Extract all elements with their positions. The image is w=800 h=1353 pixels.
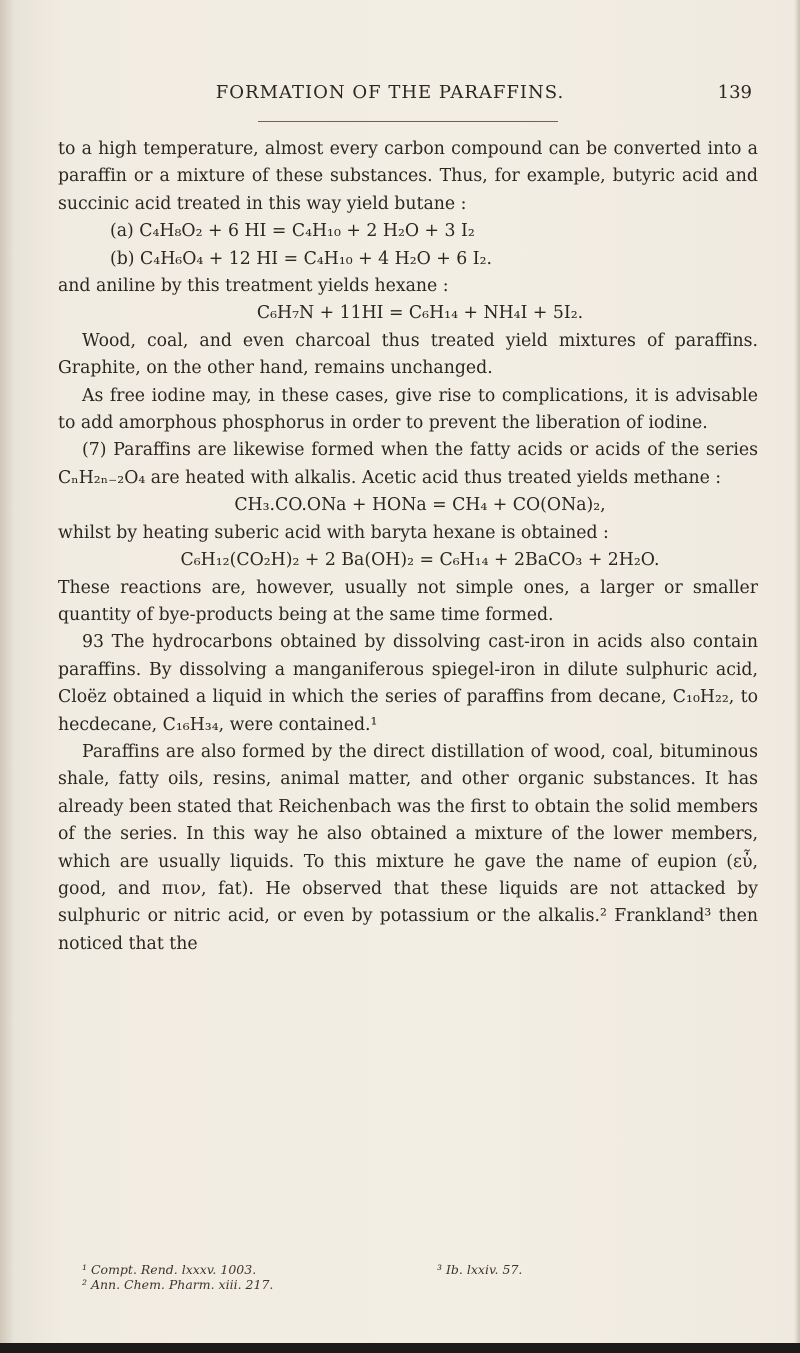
equation-d: CH₃.CO.ONa + HONa = CH₄ + CO(ONa)₂, [234, 495, 606, 516]
equation-a: (a) C₄H₈O₂ + 6 HI = C₄H₁₀ + 2 H₂O + 3 I₂ [110, 221, 475, 242]
header-rule [258, 121, 558, 122]
page-gutter-shadow [0, 0, 14, 1353]
footnote-3: ³ Ib. lxxiv. 57. [437, 1262, 523, 1277]
footnotes [82, 1262, 722, 1292]
page-number: 139 [717, 82, 752, 103]
page-edge-shadow [794, 0, 800, 1353]
equation-b: (b) C₄H₆O₄ + 12 HI = C₄H₁₀ + 4 H₂O + 6 I₂. [110, 248, 492, 269]
scan-bottom-edge [0, 1343, 800, 1353]
paragraph: (7) Paraffins are likewise formed when the fatty acids or acids of the series CₙH₂ₙ₋₂O₄ are heated with alkalis. Acetic acid thus treated yields methane : [58, 440, 758, 488]
paragraph: whilst by heating suberic acid with baryta hexane is obtained : [58, 522, 609, 543]
equation-c: C₆H₇N + 11HI = C₆H₁₄ + NH₄I + 5I₂. [256, 303, 584, 324]
paragraph: and aniline by this treatment yields hexane : [58, 276, 449, 297]
footnote-2: ² Ann. Chem. Pharm. xiii. 217. [82, 1277, 274, 1292]
paragraph-93: 93 The hydrocarbons obtained by dissolving cast-iron in acids also contain paraffins. By dissolving a manganiferous spiegel-iron in dilute sulphuric acid, Cloëz obtained a liquid in which the series of paraffins from decane, C₁₀H₂₂, to hecdecane, C₁₆H₃₄, were contained.¹ [58, 632, 758, 735]
paragraph: As free iodine may, in these cases, give rise to complications, it is advisable to add amorphous phosphorus in order to prevent the liberation of iodine. [58, 385, 758, 434]
footnote-row [82, 1277, 722, 1292]
footnote-1: ¹ Compt. Rend. lxxxv. 1003. [82, 1262, 257, 1277]
paragraph: Wood, coal, and even charcoal thus treated yield mixtures of paraffins. Graphite, on the other hand, remains unchanged. [58, 330, 758, 379]
footnote-row [82, 1262, 722, 1277]
body-text [58, 136, 758, 958]
page-header [0, 82, 800, 108]
paragraph: Paraffins are also formed by the direct distillation of wood, coal, bituminous shale, fatty oils, resins, animal matter, and other organic substances. It has already been stated that Reichenbach was the first to obtain the solid members of the series. In this way he also obtained a mixture of the lower members, which are usually liquids. To this mixture he gave the name of eupion (εὖ, good, and πιον, fat). He observed that these liquids are not attacked by sulphuric or nitric acid, or even by potassium or the alkalis.² Frankland³ then noticed that the [58, 741, 758, 954]
equation-e: C₆H₁₂(CO₂H)₂ + 2 Ba(OH)₂ = C₆H₁₄ + 2BaCO₃ + 2H₂O. [180, 550, 660, 571]
running-head: FORMATION OF THE PARAFFINS. [215, 82, 565, 103]
paragraph: to a high temperature, almost every carbon compound can be converted into a paraffin or a mixture of these substances. Thus, for example, butyric acid and succinic acid treated in this way yield butane : [58, 139, 758, 214]
paragraph: These reactions are, however, usually not simple ones, a larger or smaller quantity of bye-products being at the same time formed. [58, 577, 758, 625]
